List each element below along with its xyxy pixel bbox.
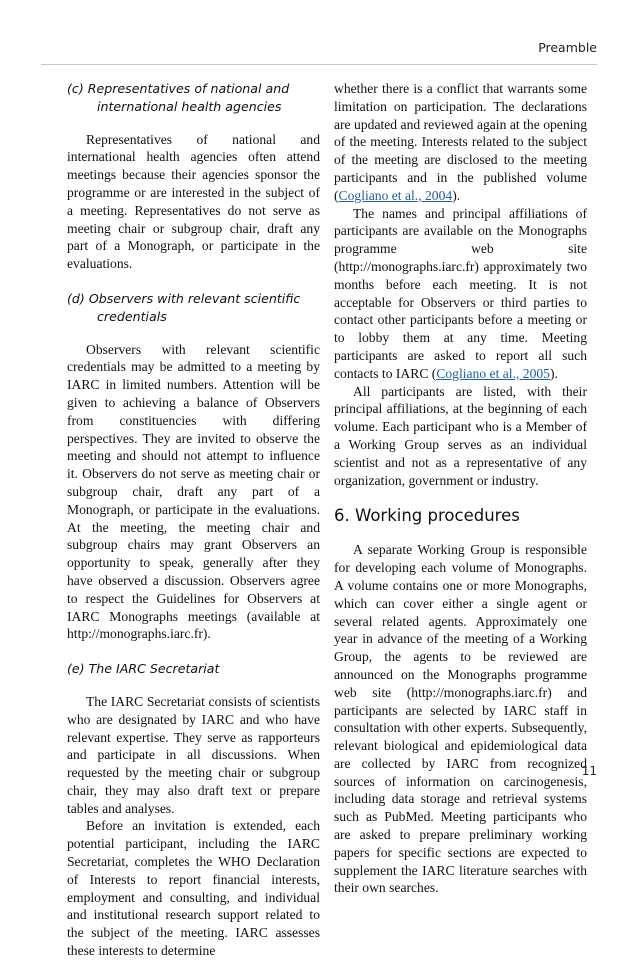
section-e-paragraph-1: The IARC Secretariat consists of scientists who are designated by IARC and who have relevant expertise. They serve as rapporteurs and participate in all discussions. When requested by the meeting chair or subgroup chair, they may also draft text or prepare tables and analyses.: [67, 693, 320, 816]
names-paragraph: [334, 205, 587, 383]
section-d-heading: (d) Observers with relevant scientific credentials: [67, 290, 301, 324]
citation-cogliano-2005[interactable]: Cogliano et al., 2005: [436, 365, 550, 381]
continuation-text-end: ).: [452, 187, 461, 203]
continuation-text: whether there is a conflict that warrants some limitation on participation. The declarations are updated and reviewed again at the opening of the meeting. Interests related to the subject of the meeting are disclosed to the meeting participants and in the published volume (: [334, 81, 587, 203]
section-e-heading: (e) The IARC Secretariat: [67, 661, 220, 677]
names-text: The names and principal affiliations of participants are available on the Monographs programme web site (http://monographs.iarc.fr) approximately two months before each meeting. It is not acceptable for Observers or third parties to contact other participants before a meeting or to lobby them at any time. Meeting participants are asked to report all such contacts to IARC (: [334, 205, 587, 381]
names-text-end: ).: [549, 365, 558, 381]
right-column: [334, 80, 587, 897]
page-number: 11: [581, 764, 597, 778]
running-title: Preamble: [538, 40, 597, 55]
section-e-paragraph-2: Before an invitation is extended, each potential participant, including the IARC Secretariat, completes the WHO Declaration of Interests to report financial interests, employment and consulting, and individual and institutional research support related to the subject of the meeting. IARC assesses these interests to determine: [67, 818, 320, 959]
header-rule: [41, 64, 597, 65]
section-6-paragraph: A separate Working Group is responsible for developing each volume of Monographs. A volume contains one or more Monographs, which can cover either a single agent or several related agents. Approximately one year in advance of the meeting of a Working Group, the agents to be reviewed are announced on the Monographs programme web site (http://monographs.iarc.fr) and participants are selected by IARC staff in consultation with other experts. Subsequently, relevant biological and epidemiological data are collected by IARC from recognized sources of information on carcinogenesis, including data storage and retrieval systems such as PubMed. Meeting participants who are asked to prepare preliminary working papers for specific sections are expected to supplement the IARC literature searches with their own searches.: [334, 542, 587, 896]
continuation-paragraph: [334, 80, 587, 205]
section-d-paragraph: Observers with relevant scientific credentials may be admitted to a meeting by IARC in limited numbers. Attention will be given to achieving a balance of Observers from constituencies with differing perspectives. They are invited to observe the meeting and should not attempt to influence it. Observers do not serve as meeting chair or subgroup chair, draft any part of a Monograph, or participate in the evaluations. At the meeting, the meeting chair and subgroup chairs may grant Observers an opportunity to speak, generally after they have observed a discussion. Observers agree to respect the Guidelines for Observers at IARC Monographs meetings (available at http://monographs.iarc.fr).: [67, 341, 320, 642]
section-c-paragraph: Representatives of national and international health agencies often attend meetings because their agencies sponsor the programme or are interested in the subject of a meeting. Representatives do not serve as meeting chair or subgroup chair, draft any part of a Monograph, or participate in the evaluations.: [67, 131, 320, 272]
section-6-heading: 6. Working procedures: [334, 506, 520, 526]
citation-cogliano-2004[interactable]: Cogliano et al., 2004: [338, 187, 453, 203]
section-c-heading: (c) Representatives of national and international health agencies: [67, 81, 290, 114]
listing-paragraph: All participants are listed, with their principal affiliations, at the beginning of each volume. Each participant who is a Member of a Working Group serves as an individual scientist and not as a representative of any organization, government or industry.: [334, 383, 587, 488]
left-column: [67, 80, 320, 960]
